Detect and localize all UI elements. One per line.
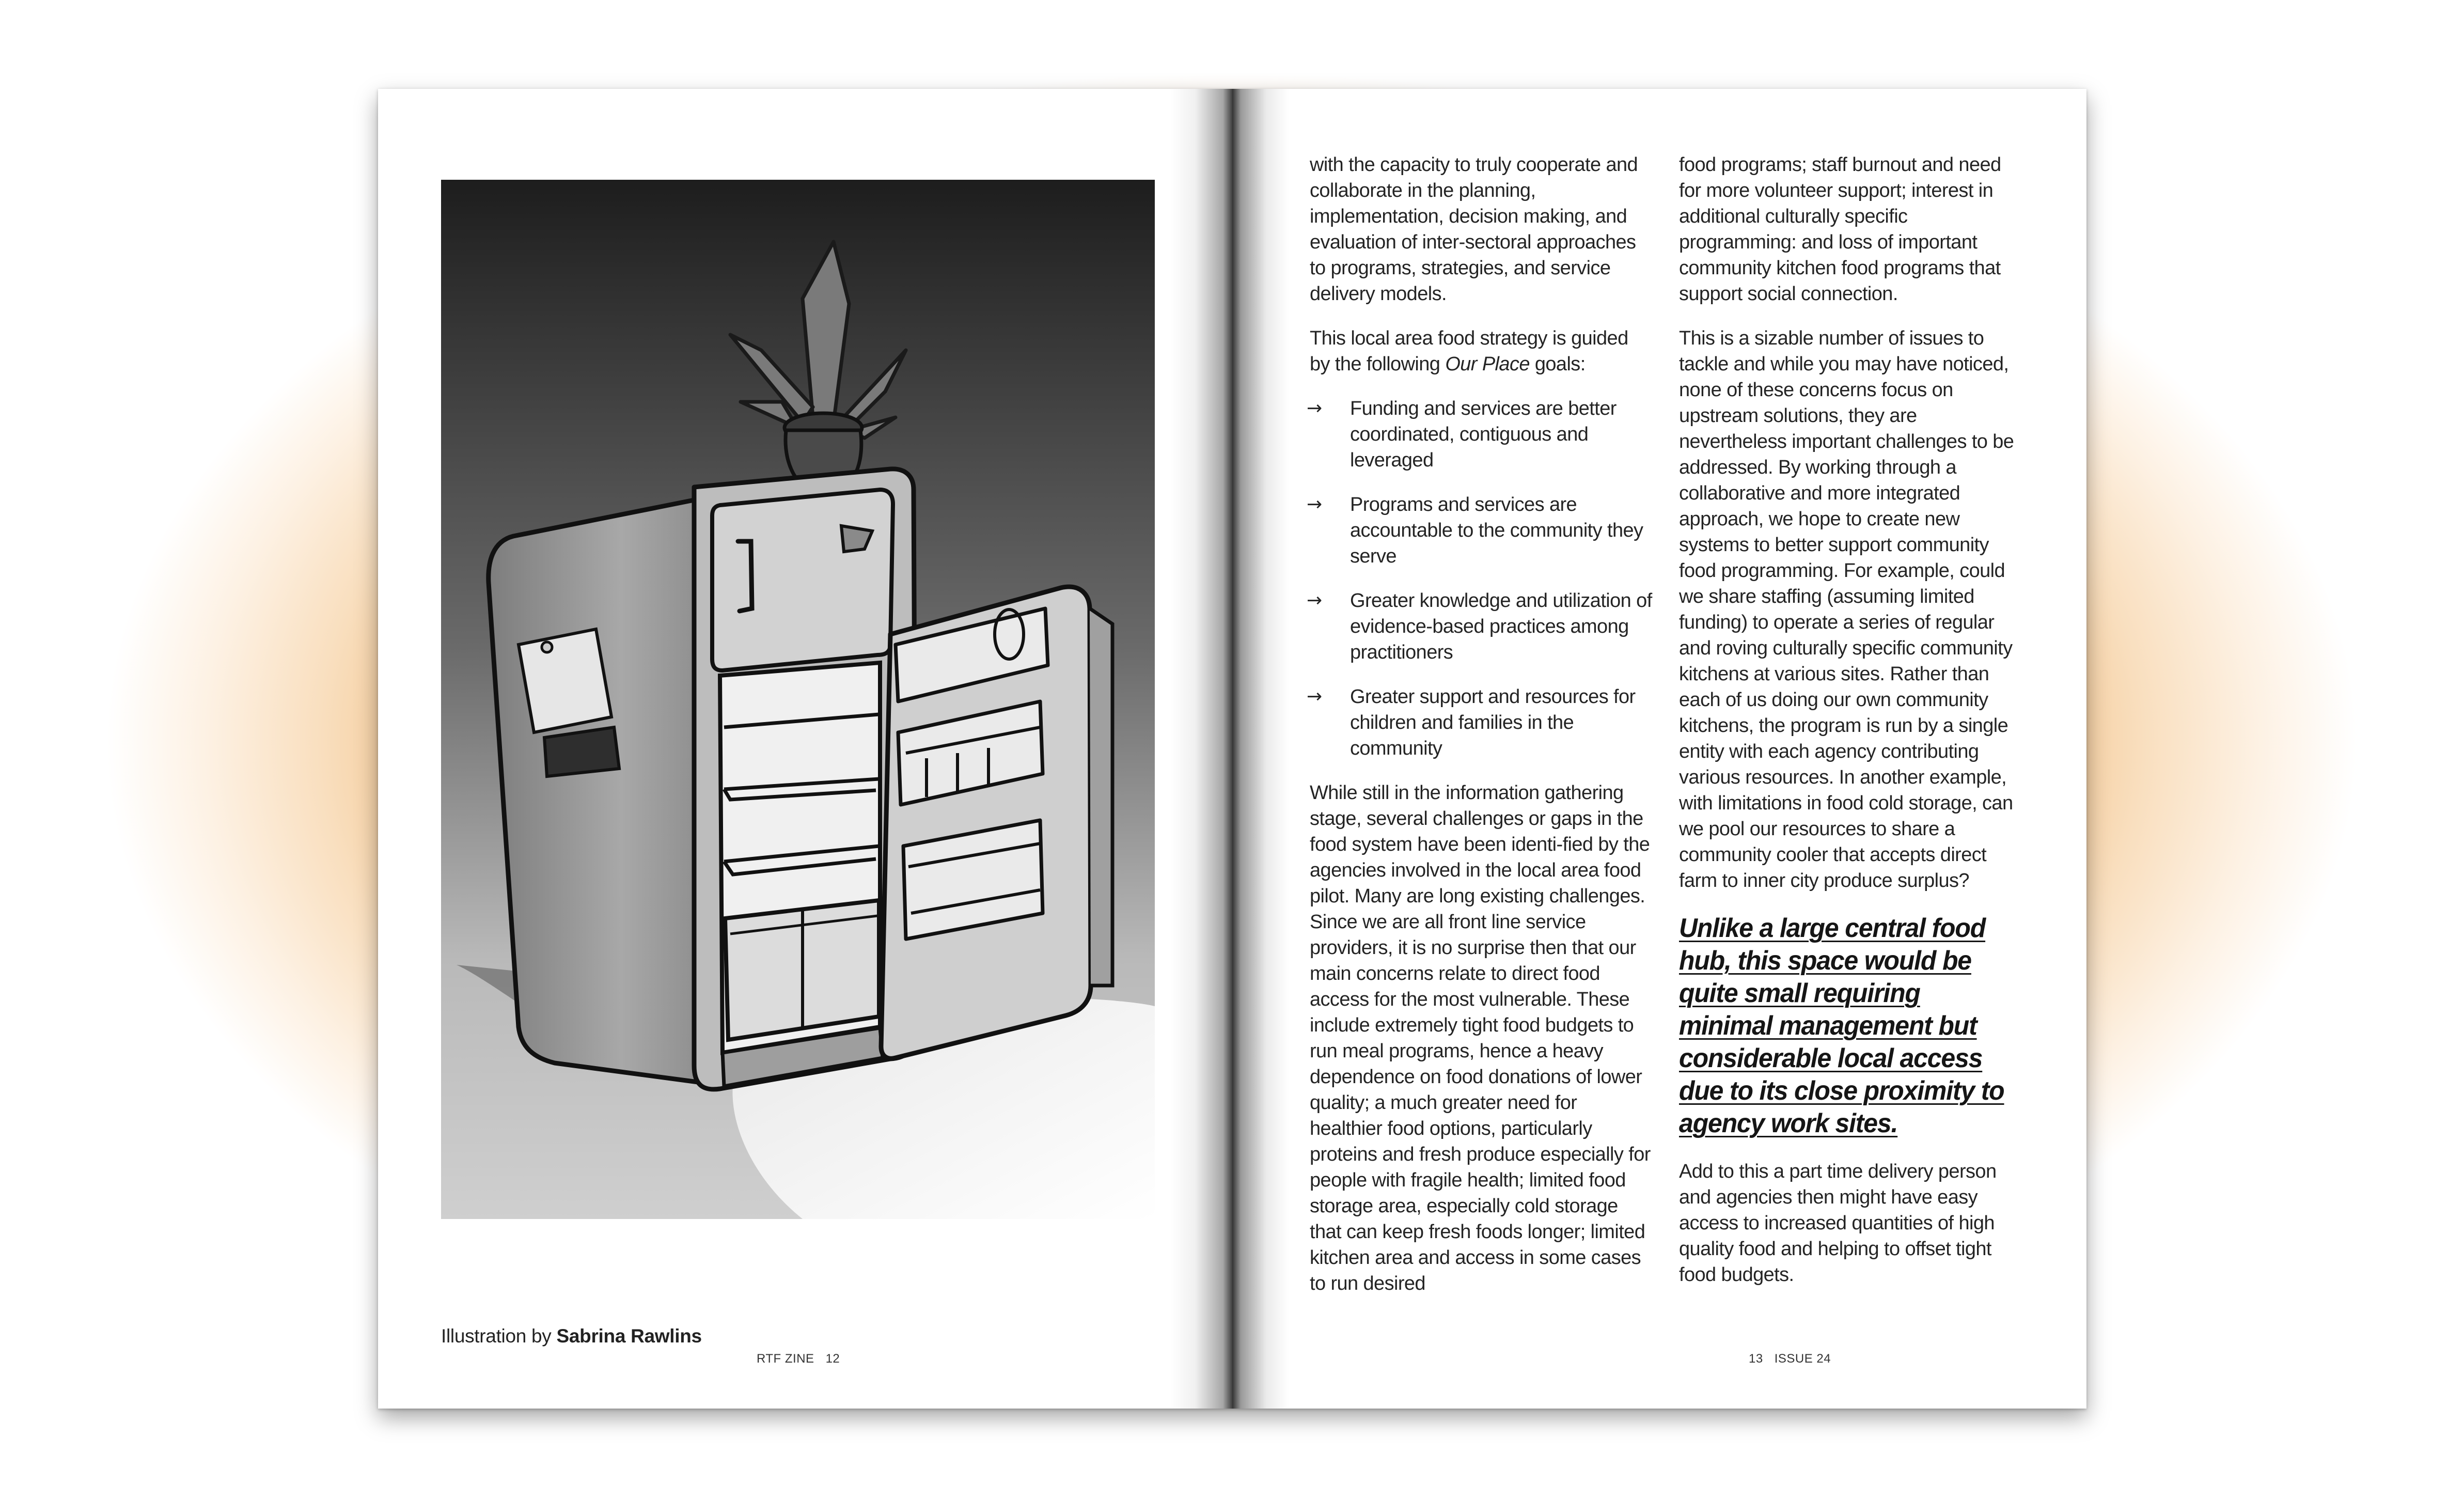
list-item	[1307, 684, 1653, 761]
paragraph: This is a sizable number of issues to tackle and while you may have noticed, none of these concerns focus on upstream solutions, they are nevertheless important challenges to be addressed. By working through a collaborative and more integrated approach, we hope to create new systems to better support community food programming. For example, could we share staffing (assuming limited funding) to operate a series of regular and roving culturally specific community kitchens at various sites. Rather than each of us doing our own community kitchens, the program is run by a single entity with each agency contributing various resources. In another example, with limitations in food cold storage, can we pool our resources to share a community cooler that accepts direct farm to inner city produce surplus?	[1679, 327, 2014, 892]
paragraph: Add to this a part time delivery person and agencies then might have easy access to increased quantities of high quality food and helping to offset tight food budgets.	[1679, 1161, 1997, 1286]
our-place-italic: Our Place	[1445, 353, 1530, 375]
right-page	[1232, 89, 2086, 1409]
paragraph: food programs; staff burnout and need for more volunteer support; interest in additional culturally specific programming: and loss of important community kitchen food programs that support social connection.	[1679, 154, 2001, 305]
gutter-shadow-left	[1170, 89, 1232, 1409]
list-item	[1307, 396, 1653, 473]
page-number-right: 13	[1749, 1352, 1763, 1366]
goals-intro	[1310, 325, 1653, 377]
left-folio	[757, 1352, 840, 1366]
arrow-icon: →	[1307, 686, 1322, 707]
paragraph: with the capacity to truly cooperate and collaborate in the planning, implementation, decision making, and evaluation of inter-sectoral approaches to programs, strategies, and service delivery models.	[1310, 154, 1638, 305]
gutter-shadow-right	[1232, 89, 1289, 1409]
arrow-icon: →	[1307, 398, 1322, 419]
caption-artist: Sabrina Rawlins	[556, 1325, 702, 1347]
goals-intro-end: goals:	[1534, 353, 1586, 375]
caption-prefix: Illustration by	[441, 1325, 552, 1347]
zine-spread	[378, 89, 2086, 1409]
goal-text: Greater support and resources for children and families in the community	[1350, 686, 1636, 759]
issue-label: ISSUE 24	[1774, 1352, 1831, 1366]
text-column-2	[1679, 152, 2022, 1306]
refrigerator-illustration	[441, 180, 1155, 1219]
illustration-caption	[441, 1325, 702, 1347]
goal-text: Greater knowledge and utilization of evidence-based practices among practitioners	[1350, 590, 1652, 663]
text-column-1	[1307, 152, 1653, 1315]
goals-intro-text: This local area food strategy is guided by the following	[1310, 327, 1628, 375]
right-folio	[1749, 1352, 1831, 1366]
arrow-icon: →	[1307, 590, 1322, 611]
page-number-left: 12	[825, 1352, 840, 1366]
goal-text: Funding and services are better coordinated, contiguous and leveraged	[1350, 398, 1616, 471]
list-item	[1307, 492, 1653, 569]
list-item	[1307, 588, 1653, 665]
left-page	[378, 89, 1232, 1409]
goals-list	[1307, 396, 1653, 761]
zine-title: RTF ZINE	[757, 1352, 814, 1366]
pull-quote: Unlike a large central food hub, this space would be quite small requiring minimal management but considerable local access due to its close proximity to agency work sites.	[1679, 913, 2004, 1138]
goal-text: Programs and services are accountable to the community they serve	[1350, 494, 1643, 567]
paragraph: While still in the information gathering stage, several challenges or gaps in the food system have been identi-fied by the agencies involved in the local area food pilot. Many are long existing challenges. Since we are all front line service providers, it is no surprise then that our main concerns relate to direct food access for the most vulnerable. These include extremely tight food budgets to run meal programs, hence a heavy dependence on food donations of lower quality; a much greater need for healthier food options, particularly proteins and fresh produce especially for people with fragile health; limited food storage area, especially cold storage that can keep fresh foods longer; limited kitchen area and access in some cases to run desired	[1310, 782, 1651, 1294]
arrow-icon: →	[1307, 494, 1322, 515]
